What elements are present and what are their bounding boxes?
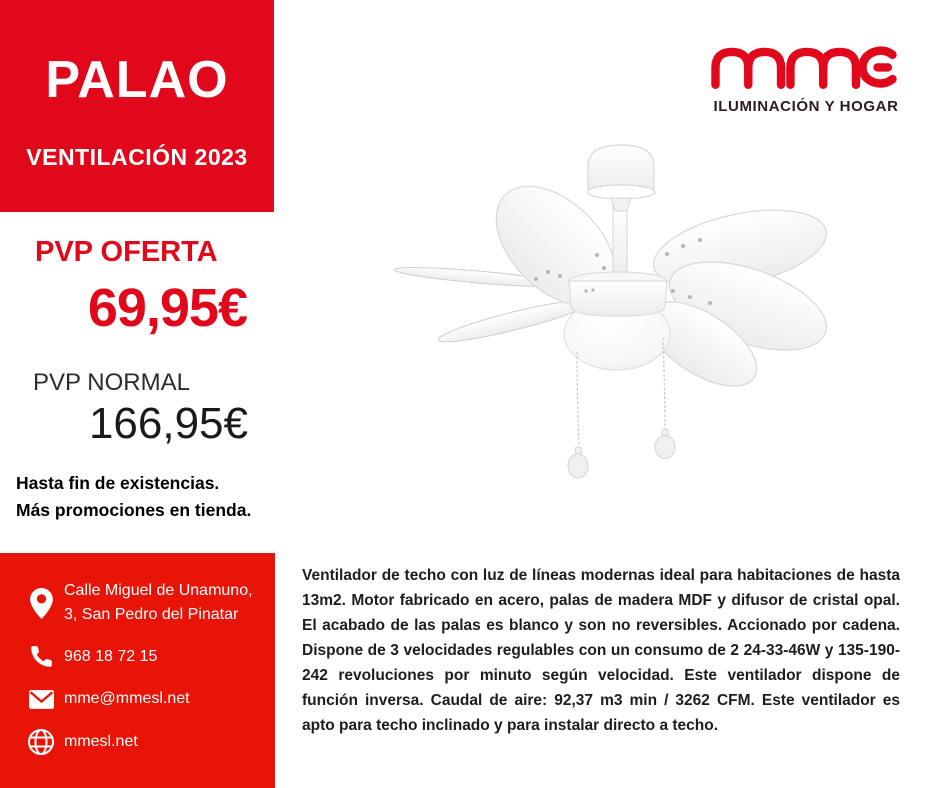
mme-logo-icon <box>708 40 900 92</box>
contact-address <box>18 579 265 627</box>
ceiling-fan-illustration <box>330 110 910 510</box>
location-pin-icon <box>18 587 64 620</box>
email-address: mme@mmesl.net <box>64 690 190 707</box>
normal-price-label: PVP NORMAL <box>33 369 190 396</box>
pricing-block <box>0 236 274 447</box>
normal-price-value: 166,95€ <box>88 399 248 448</box>
address-line1: Calle Miguel de Unamuno, <box>64 582 253 599</box>
contact-email <box>18 687 265 711</box>
note-more-promos: Más promociones en tienda. <box>16 500 252 520</box>
globe-icon <box>18 728 64 756</box>
email-icon <box>18 689 64 710</box>
contact-website <box>18 728 265 756</box>
offer-price-value: 69,95€ <box>87 278 247 338</box>
product-description: Ventilador de techo con luz de líneas modernas ideal para habitaciones de hasta 13m2. Motor fabricado en acero, palas de madera MDF y difusor de cristal opal. El acabado de las palas es blanco y son no reversibles. Accionado por cadena. Dispone de 3 velocidades regulables con un consumo de 2 24-33-46W y 135-190-242 revoluciones por minuto según velocidad. Este ventilador dispone de función inversa. Caudal de aire: 92,37 m3 min / 3262 CFM. Este ventilador es apto para techo inclinado y para instalar directo a techo. <box>302 567 900 734</box>
website-url: mmesl.net <box>64 733 138 750</box>
contact-panel <box>0 553 275 788</box>
contact-phone <box>18 644 265 670</box>
phone-icon <box>18 644 64 670</box>
brand-logo-block <box>708 40 904 115</box>
note-stock: Hasta fin de existencias. <box>16 473 220 493</box>
brand-tagline: ILUMINACIÓN Y HOGAR <box>713 98 899 115</box>
offer-price-label: PVP OFERTA <box>35 236 218 268</box>
product-name: PALAO <box>45 51 229 109</box>
product-image-fan <box>330 110 910 510</box>
phone-number: 968 18 72 15 <box>64 648 158 665</box>
campaign-label: VENTILACIÓN 2023 <box>26 144 248 170</box>
address-line2: 3, San Pedro del Pinatar <box>64 606 239 623</box>
promo-notes <box>16 470 251 524</box>
product-banner <box>0 0 274 212</box>
